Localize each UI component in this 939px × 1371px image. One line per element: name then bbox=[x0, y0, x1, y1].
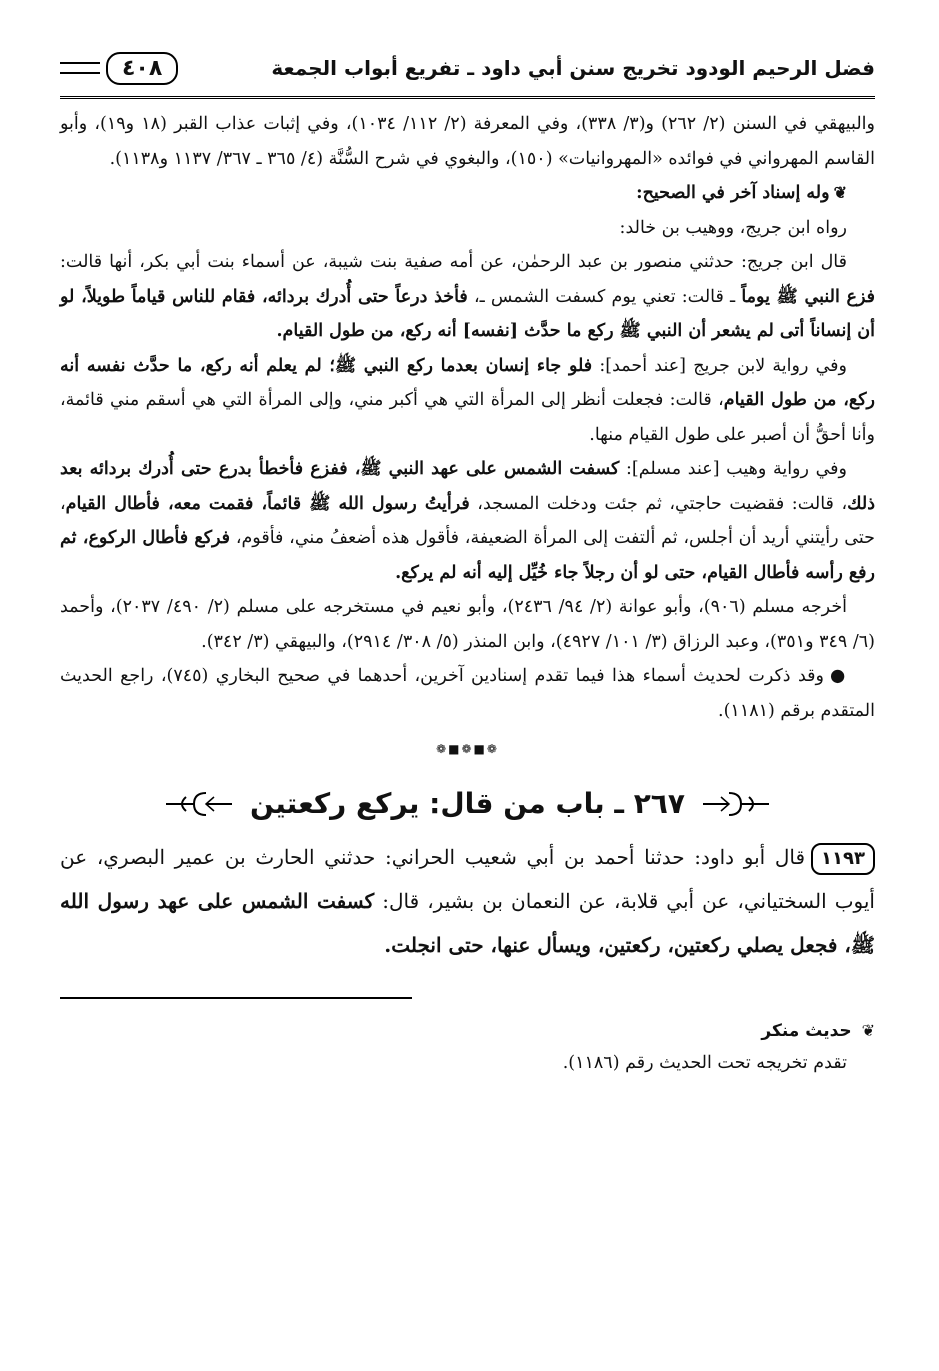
paragraph-references-1: والبيهقي في السنن (٢/ ٢٦٢) و(٣/ ٣٣٨)، وفي المعرفة (٢/ ١١٢/ ١٠٣٤)، وفي إثبات عذاب القبر (١٨ و١٩)، وأبو القاسم المهرواني في فوائده «المهروانيات» (١٥٠)، والبغوي في شرح السُّنَّة (٤/ ٣٦٥ ـ ٣٦٧/ ١١٣٧ و١١٣٨). bbox=[60, 114, 875, 169]
hadith-matn: كسفت الشمس على عهد رسول الله ﷺ، فجعل يصلي ركعتين، ركعتين، ويسأل عنها، حتى انجلت. bbox=[60, 888, 875, 957]
scroll-ornament-left-icon bbox=[164, 787, 234, 821]
page-number-block bbox=[60, 52, 178, 85]
page-header bbox=[60, 40, 875, 99]
scroll-ornament-right-icon bbox=[701, 787, 771, 821]
main-text bbox=[60, 107, 875, 767]
chapter-title: ٢٦٧ ـ باب من قال: يركع ركعتين bbox=[250, 787, 685, 820]
paragraph-ahmad-narration: وفي رواية لابن جريج [عند أحمد]: فلو جاء إنسان بعدما ركع النبي ﷺ؛ لم يعلم أنه ركع، ما حدَّث نفسه أنه ركع، من طول القيام، قالت: فجعلت أنظر إلى المرأة التي هي أكبر مني، وإلى المرأة التي هي أسقم مني قائمة، وأنا أحقُّ أن أصبر على طول القيام منها. bbox=[60, 355, 875, 445]
hadith-chain: قال أبو داود: حدثنا أحمد بن أبي شعيب الحراني: حدثني الحارث بن عمير البصري، عن أيوب السختياني، عن أبي قلابة، عن النعمان بن بشير، قال: bbox=[60, 844, 875, 913]
paragraph-muslim-narration: وفي رواية وهيب [عند مسلم]: كسفت الشمس على عهد النبي ﷺ، ففزع فأخطأ بدرع حتى أُدرك بردائه بعد ذلك، قالت: فقضيت حاجتي، ثم جئت ودخلت المسجد، فرأيتُ رسول الله ﷺ قائماً، فقمت معه، فأطال القيام، حتى رأيتني أريد أن أجلس، ثم ألتفت إلى المرأة الضعيفة، فأقول هذه أضعفُ مني، فأقوم، فركع فأطال الركوع، ثم رفع رأسه فأطال القيام، حتى لو أن رجلاً جاء خُيِّل إليه أنه لم يركع. bbox=[60, 459, 875, 583]
section-divider-ornament: ❁■❁■❁ bbox=[436, 742, 499, 756]
paragraph-narrators: رواه ابن جريج، ووهيب بن خالد: bbox=[619, 217, 847, 238]
leaf-icon: ❦ bbox=[833, 183, 847, 202]
hadith-number-badge: ١١٩٣ bbox=[811, 843, 875, 875]
verdict-leaf-icon: ❦ bbox=[861, 1020, 875, 1040]
paragraph-note: ●وقد ذكرت لحديث أسماء هذا فيما تقدم إسنادين آخرين، أحدهما في صحيح البخاري (٧٤٥)، راجع الحديث المتقدم برقم (١١٨١). bbox=[60, 666, 875, 721]
bullet-icon: ● bbox=[829, 666, 847, 686]
hadith-block bbox=[60, 835, 875, 967]
page-number: ٤٠٨ bbox=[106, 52, 178, 85]
book-page bbox=[60, 40, 875, 1079]
footnote-separator bbox=[60, 997, 412, 999]
chapter-heading bbox=[60, 787, 875, 821]
footnote-separator-wrap bbox=[60, 967, 875, 1015]
paragraph-references-2: أخرجه مسلم (٩٠٦)، وأبو عوانة (٢/ ٩٤/ ٢٤٣٦)، وأبو نعيم في مستخرجه على مسلم (٢/ ٤٩٠/ ٢٠٣٧)، وأحمد (٦/ ٣٤٩ و٣٥١)، وعبد الرزاق (٣/ ١٠١/ ٤٩٢٧)، وابن المنذر (٥/ ٣٠٨/ ٢٩١٤)، والبيهقي (٣/ ٣٤٢). bbox=[60, 597, 875, 652]
verdict-note: تقدم تخريجه تحت الحديث رقم (١١٨٦). bbox=[562, 1052, 847, 1073]
paragraph-subheading: ❦وله إسناد آخر في الصحيح: bbox=[636, 183, 847, 203]
running-title: فضل الرحيم الودود تخريج سنن أبي داود ـ تفريع أبواب الجمعة bbox=[271, 56, 875, 80]
hadith-verdict: ❦ حديث منكر bbox=[761, 1020, 875, 1041]
header-rule-ornament bbox=[60, 62, 100, 74]
paragraph-ibn-jurayj: قال ابن جريج: حدثني منصور بن عبد الرحمٰن، عن أمه صفية بنت شيبة، عن أسماء بنت أبي بكر، أنها قالت: فزع النبي ﷺ يوماً ـ قالت: تعني يوم كسفت الشمس ـ، فأخذ درعاً حتى أُدرك بردائه، فقام للناس قياماً طويلاً، لو أن إنساناً أتى لم يشعر أن النبي ﷺ ركع ما حدَّث [نفسه] أنه ركع، من طول القيام. bbox=[60, 252, 876, 341]
